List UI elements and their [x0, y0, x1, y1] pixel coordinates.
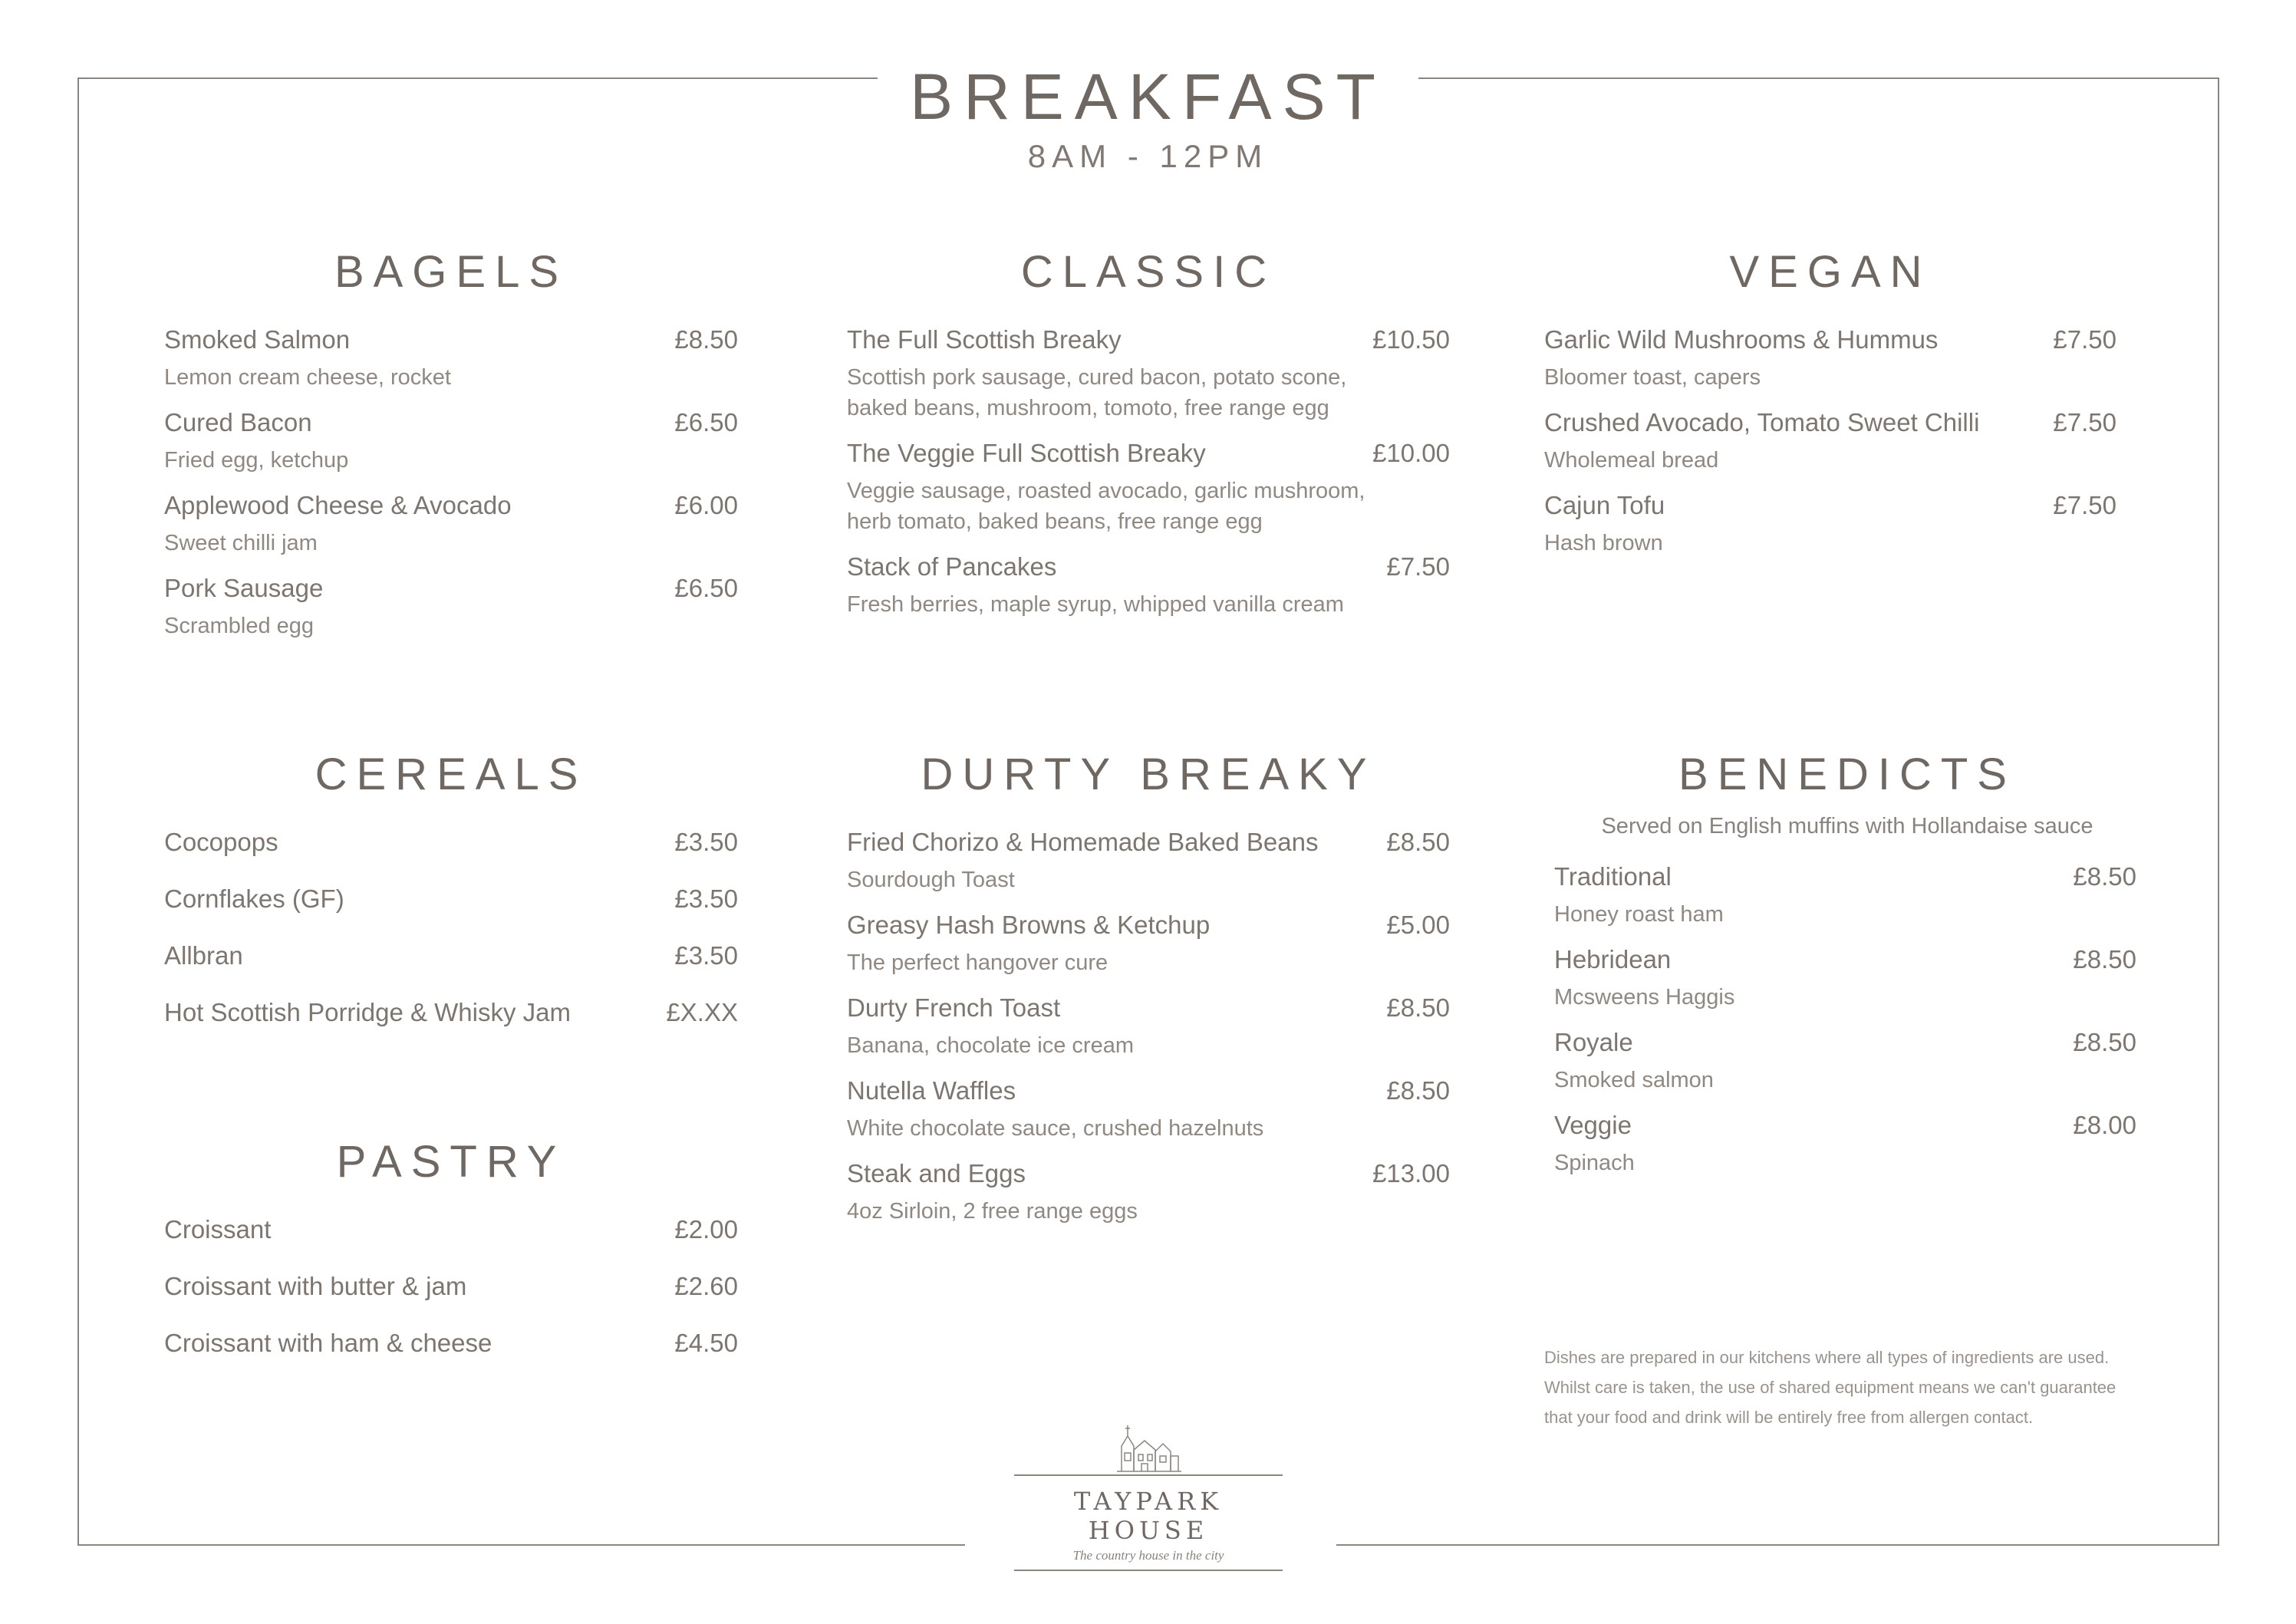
taypark-house-logo — [1014, 1419, 1283, 1573]
item-price: £7.50 — [1386, 552, 1450, 581]
item-description: White chocolate sauce, crushed hazelnuts — [847, 1116, 1264, 1141]
item-price: £4.50 — [674, 1329, 738, 1357]
section-durty-breaky — [847, 740, 1450, 1242]
item-name: Cocopops — [164, 828, 278, 856]
item-name: Croissant with ham & cheese — [164, 1329, 492, 1357]
item-price: £8.50 — [2073, 1028, 2136, 1056]
item-price: £13.00 — [1372, 1159, 1450, 1188]
item-price: £6.00 — [674, 491, 738, 519]
menu-item — [847, 911, 1450, 978]
item-name: Cornflakes (GF) — [164, 884, 344, 913]
item-name: Applewood Cheese & Avocado — [164, 491, 512, 519]
item-price: £3.50 — [674, 884, 738, 913]
menu-item — [847, 828, 1450, 895]
section-classic — [847, 238, 1450, 635]
item-price: £3.50 — [674, 941, 738, 970]
item-name: Steak and Eggs — [847, 1159, 1026, 1188]
item-description: Mcsweens Haggis — [1554, 985, 1735, 1010]
item-description: Scrambled egg — [164, 614, 315, 638]
item-price: £X.XX — [666, 998, 738, 1026]
item-price: £8.50 — [2073, 862, 2136, 891]
menu-item — [1544, 491, 2116, 558]
item-description: Bloomer toast, capers — [1544, 365, 1761, 390]
item-description: Fried egg, ketchup — [164, 448, 349, 473]
item-name: Hot Scottish Porridge & Whisky Jam — [164, 998, 571, 1026]
item-name: Royale — [1554, 1028, 1633, 1056]
menu-item — [1554, 1028, 2136, 1095]
menu-item — [1554, 945, 2136, 1013]
item-name: Veggie — [1554, 1111, 1632, 1139]
item-price: £5.00 — [1386, 911, 1450, 939]
logo-rule-top — [1014, 1474, 1283, 1476]
menu-item — [847, 552, 1450, 620]
menu-item — [164, 941, 738, 970]
item-description: Hash brown — [1544, 531, 1663, 555]
menu-item — [164, 1329, 738, 1358]
item-price: £3.50 — [674, 828, 738, 856]
item-name: Fried Chorizo & Homemade Baked Beans — [847, 828, 1319, 856]
section-title: BAGELS — [334, 247, 568, 297]
item-price: £7.50 — [2053, 325, 2116, 354]
menu-item — [847, 439, 1450, 537]
item-name: Croissant with butter & jam — [164, 1272, 467, 1300]
menu-item — [847, 325, 1450, 423]
item-price: £7.50 — [2053, 408, 2116, 436]
menu-item — [164, 828, 738, 857]
item-name: Traditional — [1554, 862, 1672, 891]
item-name: The Veggie Full Scottish Breaky — [847, 439, 1206, 467]
item-description: 4oz Sirloin, 2 free range eggs — [847, 1199, 1138, 1224]
section-title: BENEDICTS — [1678, 749, 2016, 799]
menu-item — [847, 1076, 1450, 1144]
section-title: CLASSIC — [1020, 247, 1276, 297]
allergen-notice: Dishes are prepared in our kitchens where all types of ingredients are used. Whilst care is taken, the use of shared equipment means we can't guarantee that your food and drink will be entirely free from allergen contact. — [1544, 1348, 2116, 1427]
item-price: £6.50 — [674, 408, 738, 436]
house-illustration-icon — [1114, 1419, 1183, 1473]
item-description: Fresh berries, maple syrup, whipped vanilla cream — [847, 592, 1344, 617]
item-price: £8.50 — [674, 325, 738, 354]
menu-item — [847, 1159, 1450, 1227]
item-price: £7.50 — [2053, 491, 2116, 519]
menu-item — [164, 1272, 738, 1301]
item-name: Cured Bacon — [164, 408, 312, 436]
section-cereals — [164, 740, 738, 1055]
item-name: Cajun Tofu — [1544, 491, 1665, 519]
item-name: Crushed Avocado, Tomato Sweet Chilli — [1544, 408, 1980, 436]
item-price: £2.00 — [674, 1215, 738, 1244]
section-pastry — [164, 1128, 738, 1385]
menu-item — [164, 574, 738, 641]
item-name: Nutella Waffles — [847, 1076, 1016, 1105]
section-benedicts — [1544, 740, 2150, 1194]
item-name: Hebridean — [1554, 945, 1672, 973]
menu-item — [164, 884, 738, 914]
item-name: Durty French Toast — [847, 993, 1061, 1022]
menu-item — [164, 1215, 738, 1244]
menu-item — [164, 491, 738, 558]
page-title: BREAKFAST — [910, 61, 1386, 133]
item-description: Smoked salmon — [1554, 1068, 1714, 1092]
item-description: Scottish pork sausage, cured bacon, potato scone, baked beans, mushroom, tomoto, free range egg — [847, 365, 1347, 420]
item-description: Honey roast ham — [1554, 902, 1724, 927]
item-price: £8.00 — [2073, 1111, 2136, 1139]
item-price: £8.50 — [1386, 828, 1450, 856]
logo-name: TAYPARK HOUSE — [1073, 1487, 1224, 1545]
item-name: Allbran — [164, 941, 243, 970]
item-name: Smoked Salmon — [164, 325, 351, 354]
item-description: Spinach — [1554, 1151, 1635, 1175]
section-bagels — [164, 238, 738, 657]
item-price: £8.50 — [1386, 993, 1450, 1022]
item-name: Croissant — [164, 1215, 272, 1244]
item-description: Wholemeal bread — [1544, 448, 1719, 473]
item-name: The Full Scottish Breaky — [847, 325, 1122, 354]
menu-item — [1554, 1111, 2136, 1178]
item-price: £10.50 — [1372, 325, 1450, 354]
item-name: Stack of Pancakes — [847, 552, 1057, 581]
section-title: CEREALS — [315, 749, 588, 799]
item-price: £6.50 — [674, 574, 738, 602]
item-name: Pork Sausage — [164, 574, 324, 602]
menu-item — [1544, 325, 2116, 393]
menu-item — [1544, 408, 2116, 476]
section-note: Served on English muffins with Hollandaise sauce — [1601, 814, 2093, 838]
logo-rule-bottom — [1014, 1570, 1283, 1571]
menu-item — [164, 998, 738, 1027]
item-description: Veggie sausage, roasted avocado, garlic mushroom, herb tomato, baked beans, free range egg — [847, 479, 1365, 534]
section-title: DURTY BREAKY — [921, 749, 1376, 799]
opening-hours: 8AM - 12PM — [1027, 138, 1269, 174]
item-price: £10.00 — [1372, 439, 1450, 467]
item-name: Greasy Hash Browns & Ketchup — [847, 911, 1211, 939]
logo-tagline: The country house in the city — [1072, 1548, 1224, 1563]
menu-item — [1554, 862, 2136, 930]
item-price: £8.50 — [2073, 945, 2136, 973]
item-price: £8.50 — [1386, 1076, 1450, 1105]
menu-item — [164, 408, 738, 476]
menu-item — [164, 325, 738, 393]
section-vegan — [1544, 238, 2116, 574]
item-description: Sweet chilli jam — [164, 531, 318, 555]
item-name: Garlic Wild Mushrooms & Hummus — [1544, 325, 1939, 354]
menu-item — [847, 993, 1450, 1061]
item-description: Banana, chocolate ice cream — [847, 1033, 1134, 1058]
section-title: PASTRY — [336, 1137, 566, 1187]
item-description: Sourdough Toast — [847, 868, 1015, 892]
item-description: The perfect hangover cure — [847, 950, 1108, 975]
item-description: Lemon cream cheese, rocket — [164, 365, 451, 390]
section-title: VEGAN — [1729, 247, 1932, 297]
item-price: £2.60 — [674, 1272, 738, 1300]
